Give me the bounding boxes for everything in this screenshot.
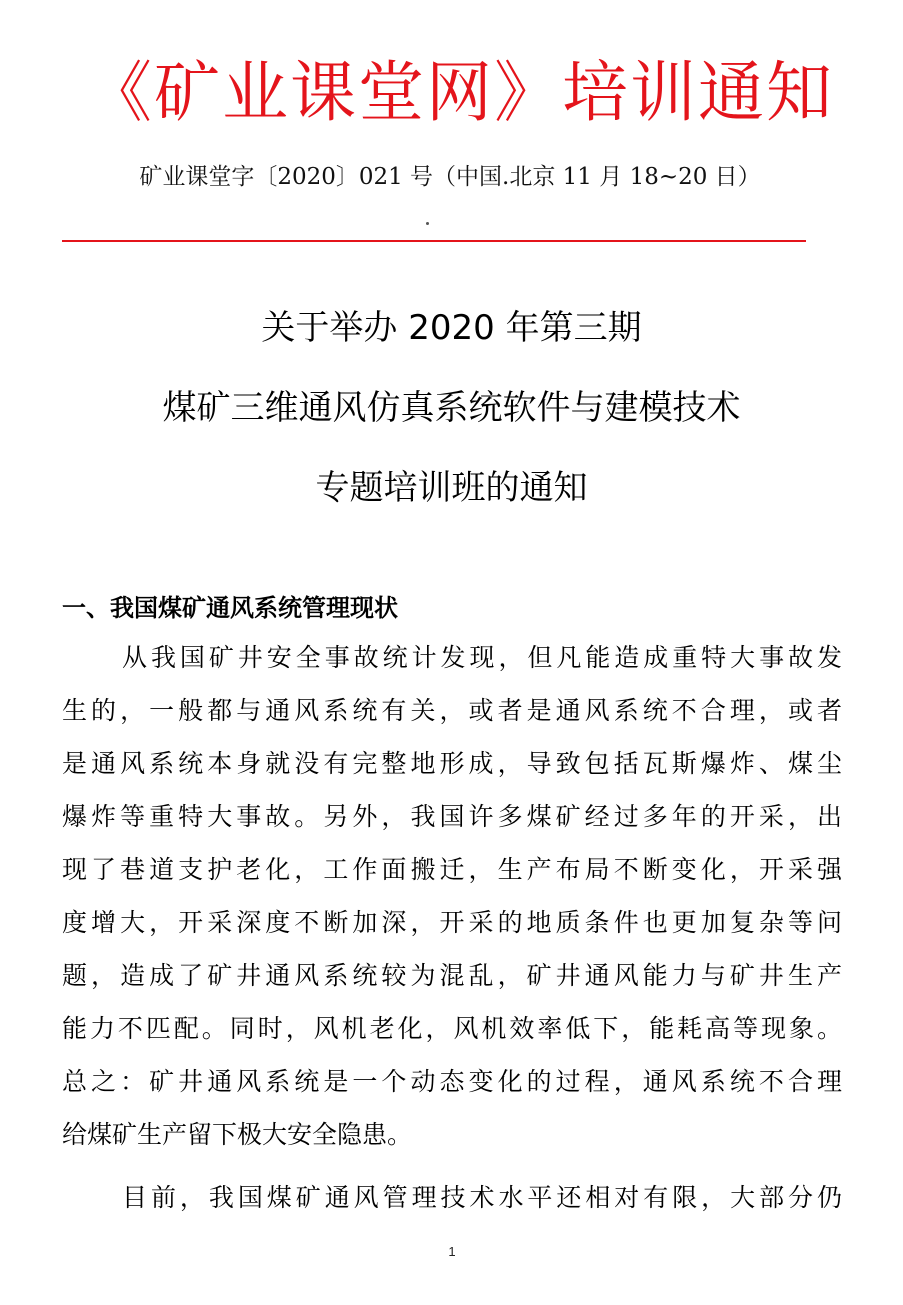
masthead-title: 《矿业课堂网》培训通知 xyxy=(86,54,834,131)
red-divider-rule xyxy=(62,240,806,242)
section-heading: 一、我国煤矿通风系统管理现状 xyxy=(62,593,398,622)
paragraph-line: 总之：矿井通风系统是一个动态变化的过程，通风系统不合理 xyxy=(62,1067,842,1096)
notice-title-line-3: 专题培训班的通知 xyxy=(315,468,588,508)
notice-title-line-2: 煤矿三维通风仿真系统软件与建模技术 xyxy=(162,388,741,428)
paragraph-line: 能力不匹配。同时，风机老化，风机效率低下，能耗高等现象。 xyxy=(62,1014,842,1043)
paragraph-line: 是通风系统本身就没有完整地形成，导致包括瓦斯爆炸、煤尘 xyxy=(62,749,842,778)
small-dot-mark xyxy=(426,222,429,225)
paragraph-line: 生的，一般都与通风系统有关，或者是通风系统不合理，或者 xyxy=(62,696,842,725)
paragraph-line: 目前，我国煤矿通风管理技术水平还相对有限，大部分仍 xyxy=(122,1183,842,1212)
paragraph-line: 爆炸等重特大事故。另外，我国许多煤矿经过多年的开采，出 xyxy=(62,802,842,831)
paragraph-line: 给煤矿生产留下极大安全隐患。 xyxy=(62,1120,413,1149)
paragraph-line: 现了巷道支护老化，工作面搬迁，生产布局不断变化，开采强 xyxy=(62,855,842,884)
page-number: 1 xyxy=(448,1244,456,1259)
paragraph-line: 度增大，开采深度不断加深，开采的地质条件也更加复杂等问 xyxy=(62,908,842,937)
paragraph-line: 题，造成了矿井通风系统较为混乱，矿井通风能力与矿井生产 xyxy=(62,961,842,990)
document-number: 矿业课堂字〔2020〕021 号（中国.北京 11 月 18~20 日） xyxy=(139,164,761,190)
paragraph-line: 从我国矿井安全事故统计发现，但凡能造成重特大事故发 xyxy=(122,643,842,672)
notice-title-line-1: 关于举办 2020 年第三期 xyxy=(261,308,642,348)
